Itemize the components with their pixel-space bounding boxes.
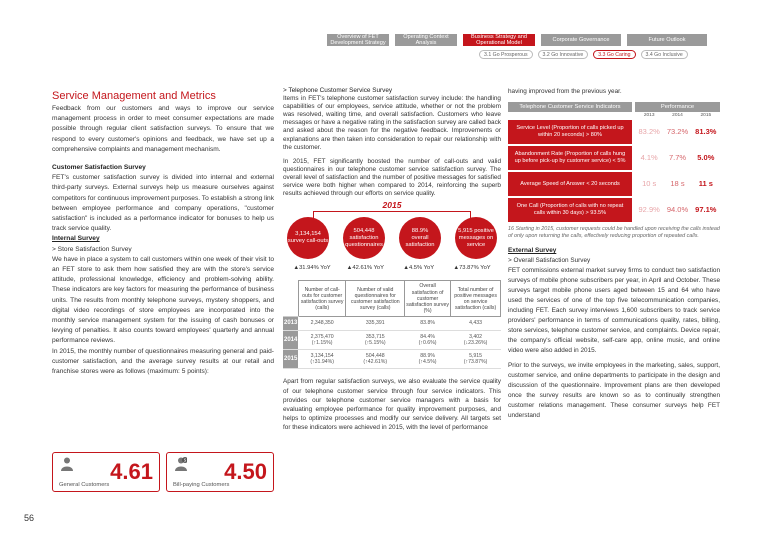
continuation-text: having improved from the previous year. [508,88,622,95]
stat-circle: 504,448 satisfaction questionnaires [343,217,385,259]
tab-corporate-governance[interactable]: Corporate Governance [541,34,621,46]
indicator-row: Abandonment Rate (Proportion of calls hung up before pick-up by customer service) < 5% 4.1% 7.7% 5.0% [508,146,720,170]
bill-paying-customers-score [166,452,274,492]
stat-circles [283,211,501,259]
css-heading: Customer Satisfaction Survey [52,164,146,172]
stat-circle: 88.9% overall satisfaction [399,217,441,259]
subtab-go-inclusive[interactable]: 3.4 Go Inclusive [641,50,688,59]
svg-text:$: $ [183,457,187,463]
table-row: 2015 3,134,154 (↑31.94%) 504,448 (↑42.61%) 88.9% (↑4.5%) 5,915 (↑73.87%) [283,350,501,369]
telephone-survey-paragraph: Items in FET's telephone customer satisfaction survey include: the handling capabilities of our employees, service attitude, whether or not the problem was resolved, waiting time, and overall satisfaction. Customers who leave messages or have a negative rating in the satisfaction survey are called back and asked about the reason for the negative feedback. Improvements or explanations are then taken into consideration to repair our relationship with the customer. [283,95,501,151]
table-header: Overall satisfaction of customer satisfaction survey (%) [405,281,451,317]
section-title: Service Management and Metrics [52,90,216,102]
performance-years: 2013 2014 2015 [643,113,712,118]
after-table-paragraph: Apart from regular satisfaction surveys, we also evaluate the service quality of our telephone customer service through four service indicators. This provides our telephone customer service managers with a basis for evaluating employee performance for quality improvement purposes, and helps to optimize processes and modify our service delivery. All targets set for these indicators were achieved in 2015, with the level of performance [283,378,501,432]
intro-paragraph: Feedback from our customers and ways to improve our service management process in order to meet consumer expectations are made possible through regular client satisfaction surveys. To ensure that we respond to every customer's opinions and feedback, we have set up a comprehensive complaints and management mechanism. [52,105,274,153]
overall-survey-heading: > Overall Satisfaction Survey [508,257,591,264]
table-header: Total number of positive messages on service satisfaction (calls) [451,281,501,317]
yoy-row [283,264,501,272]
indicator-row: Service Level (Proportion of calls picked up within 20 seconds) > 80% 83.2% 73.2% 81.3% [508,120,720,144]
score-value: 4.50 [224,459,267,484]
tab-future-outlook[interactable]: Future Outlook [627,34,707,46]
page-number: 56 [24,513,35,523]
column-3 [508,87,720,421]
top-nav [327,34,707,46]
table-header: Number of valid questionnaires for customer satisfaction survey (calls) [346,281,405,317]
yoy-value: ▲42.61% YoY [346,265,384,272]
yoy-value: ▲4.5% YoY [403,265,435,272]
tab-operating-context[interactable]: Operating Context Analysis [395,34,457,46]
score-label: Bill-paying Customers [173,481,230,488]
subtab-go-innovative[interactable]: 3.2 Go Innovative [538,50,589,59]
stat-circle: 3,134,154 survey call-outs [287,217,329,259]
css-paragraph: FET's customer satisfaction survey is divided into internal and external third-party surveys. External surveys help us measure ourselves against competitors for continuous improvement purposes. To establish a strong link between employee performance and company operations, "customer satisfaction" is included as a performance indicator for bonuses to help us track service quality. [52,174,274,233]
internal-survey-heading: Internal Survey [52,235,100,243]
person-icon [61,457,73,471]
tab-business-strategy[interactable]: Business Strategy and Operational Model [463,34,535,46]
table-row: 2014 2,375,470 (↑1.15%) 353,715 (↑5.15%) 84.4% (↑0.6%) 3,402 (↓23.26%) [283,330,501,349]
store-survey-heading: > Store Satisfaction Survey [52,245,132,253]
table-header: Number of call-outs for customer satisfaction survey (calls) [298,281,346,317]
telephone-survey-paragraph-2: In 2015, FET significantly boosted the number of call-outs and valid questionnaires in our telephone customer service satisfaction survey. The overall level of satisfaction and the number of positive messages for satisfied service were both higher when compared to 2014, reinforcing the superb results achieved through our efforts on service quality. [283,157,501,198]
column-1 [52,90,274,377]
tab-overview[interactable]: Overview of FET Development Strategy [327,34,389,46]
footnote: 16 Starting in 2015, customer requests could be handled upon receiving the calls instead of only upon returning the calls, effectively reducing proportion of repeated calls. [508,226,720,239]
table-row: 2013 2,348,350 335,391 83.8% 4,433 [283,317,501,330]
external-survey-paragraph-2: Prior to the surveys, we invite employees in the marketing, sales, support, customer service, and online departments to participate in the design and discussion of the questionnaire. Improvement plans are then developed once the survey results are known so as to continually strengthen customer relations management. These consumer surveys help FET understand [508,362,720,419]
column-2 [283,87,501,433]
store-survey-paragraph-2: In 2015, the monthly number of questionnaires measuring general and paid-customer satisfaction, and the average survey results at our retail and franchise stores were as follows (maximum: 5 points): [52,347,274,376]
general-customers-score [52,452,160,492]
subtab-go-caring[interactable]: 3.3 Go Caring [593,50,635,59]
stat-circle: 5,915 positive messages on service [455,217,497,259]
score-boxes [52,452,274,492]
dollar-person-icon [175,457,187,471]
yoy-value: ▲31.94% YoY [293,265,331,272]
score-label: General Customers [59,481,110,488]
sub-nav [479,50,688,59]
year-label: 2015 [382,200,402,211]
external-survey-paragraph: FET commissions external market survey firms to conduct two satisfaction surveys of mobile phone subscribers per year, in April and October. These surveys target mobile phone users aged between 15 and 64 who have used the services of one of the top five telecommunication companies, including FET. Each survey interviews 1,600 subscribers to track service providers' performance in terms of communications quality, rates, billing, store services, telephone customer service, and complaints. Device repair, the company's official website, self-care app, online music, and online video were also added in 2015. [508,267,720,354]
score-value: 4.61 [110,459,153,484]
yoy-value: ▲73.87% YoY [453,265,491,272]
telephone-survey-heading: > Telephone Customer Service Survey [283,87,393,94]
store-survey-paragraph: We have in place a system to call customers within one week of their visit to an FET store to ask them how satisfied they are with the store's service attitude, professional knowledge, efficiency and problem-solving ability. These indicators are key factors for measuring the performance of business units. The results from monthly telephone surveys, mystery shoppers, and digital video recordings of store employees are incorporated into the monthly service management system for the issuing of cash bonuses or levying of penalties. It also counts toward employees' quarterly and annual performance reviews. [52,255,274,345]
indicator-row: One Call (Proportion of calls with no repeat calls within 30 days) > 93.5% 92.9% 94.0% 97.1% [508,198,720,222]
performance-table-header: Telephone Customer Service Indicators Performance [508,102,720,112]
satisfaction-table [283,280,501,369]
indicator-row: Average Speed of Answer < 20 seconds 10 s 18 s 11 s [508,172,720,196]
external-survey-heading: External Survey [508,247,557,254]
subtab-go-prosperous[interactable]: 3.1 Go Prosperous [479,50,533,59]
